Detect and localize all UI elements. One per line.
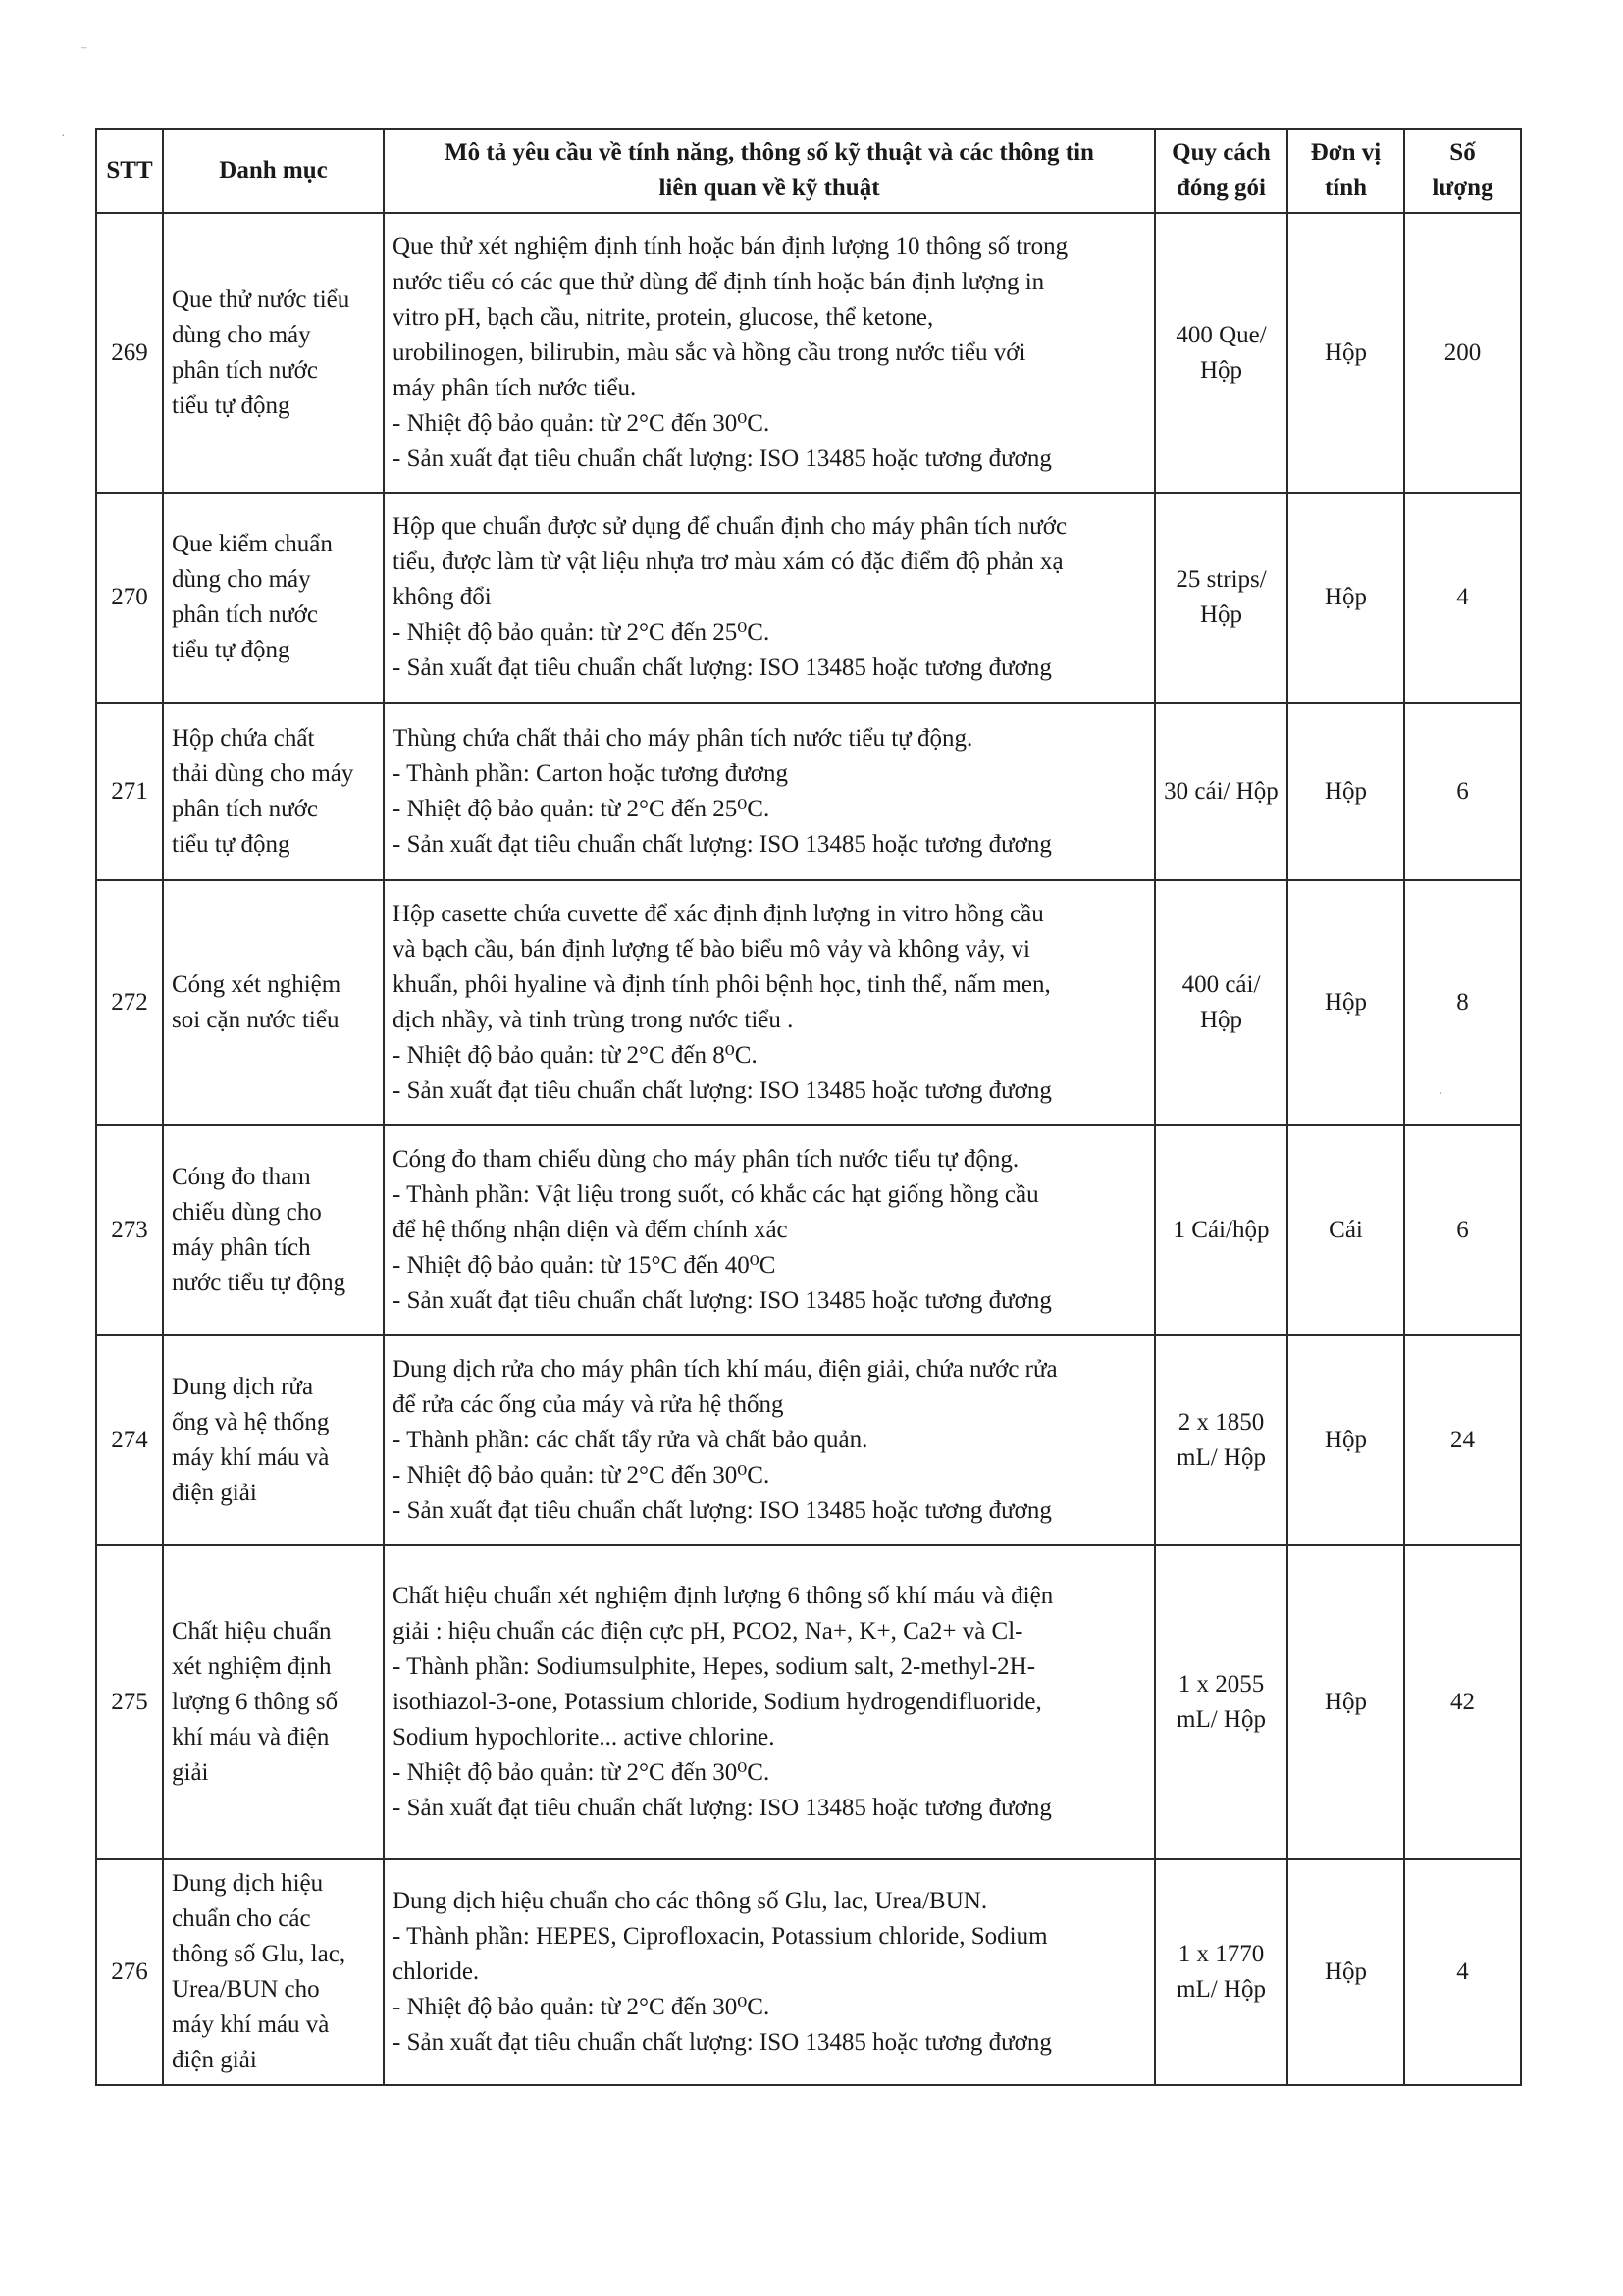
- packaging-line: 2 x 1850: [1178, 1409, 1265, 1435]
- cell-packaging: [1155, 880, 1287, 1125]
- packaging-line: 400 cái/: [1181, 971, 1261, 998]
- packaging-line: 25 strips/: [1176, 566, 1267, 593]
- packaging-line: Hộp: [1199, 1007, 1243, 1033]
- cell-stt: 271: [96, 703, 163, 880]
- description-line: để hệ thống nhận diện và đếm chính xác: [393, 1217, 788, 1243]
- description-line: - Thành phần: Carton hoặc tương đương: [393, 759, 789, 787]
- name-line: xét nghiệm định: [172, 1653, 332, 1680]
- name-line: dùng cho máy: [172, 321, 311, 348]
- description-line: - Nhiệt độ bảo quản: từ 2°C đến 25⁰C.: [393, 795, 770, 822]
- name-line: phân tích nước: [172, 601, 318, 628]
- packaging-line: mL/ Hộp: [1177, 1444, 1266, 1471]
- cell-name: [163, 1859, 384, 2085]
- name-line: giải: [172, 1759, 209, 1786]
- packaging-line: 1 Cái/hộp: [1173, 1217, 1270, 1243]
- table-header-row: [96, 129, 1521, 213]
- table-body: [96, 213, 1521, 2085]
- name-line: Hộp chứa chất: [172, 724, 315, 752]
- description-line: Sodium hypochlorite... active chlorine.: [393, 1724, 775, 1750]
- description-line: máy phân tích nước tiểu.: [393, 374, 637, 401]
- table-row: [96, 1335, 1521, 1545]
- description-line: Chất hiệu chuẩn xét nghiệm định lượng 6 thông số khí máu và điện: [393, 1583, 1054, 1609]
- name-line: phân tích nước: [172, 795, 318, 822]
- cell-stt: 276: [96, 1859, 163, 2085]
- cell-name: [163, 493, 384, 703]
- description-line: - Thành phần: Vật liệu trong suốt, có khắc các hạt giống hồng cầu: [393, 1181, 1039, 1208]
- name-line: soi cặn nước tiểu: [172, 1007, 340, 1033]
- header-desc: [384, 129, 1155, 213]
- description-line: - Sản xuất đạt tiêu chuẩn chất lượng: ISO 13485 hoặc tương đương: [393, 1795, 1052, 1821]
- name-line: lượng 6 thông số: [172, 1689, 339, 1715]
- cell-stt: 269: [96, 213, 163, 493]
- description-line: - Sản xuất đạt tiêu chuẩn chất lượng: ISO 13485 hoặc tương đương: [393, 1287, 1052, 1314]
- description-line: - Nhiệt độ bảo quản: từ 2°C đến 8⁰C.: [393, 1042, 758, 1069]
- scan-speck-table: ·: [1439, 1087, 1443, 1102]
- cell-stt: 270: [96, 493, 163, 703]
- name-line: Cóng xét nghiệm: [172, 971, 341, 998]
- description-line: - Nhiệt độ bảo quản: từ 2°C đến 30⁰C.: [393, 409, 770, 437]
- cell-stt: 272: [96, 880, 163, 1125]
- cell-stt: 274: [96, 1335, 163, 1545]
- cell-unit: Hộp: [1287, 703, 1404, 880]
- description-line: isothiazol-3-one, Potassium chloride, Sodium hydrogendifluoride,: [393, 1689, 1042, 1715]
- cell-description: [384, 1335, 1155, 1545]
- cell-unit: Hộp: [1287, 1335, 1404, 1545]
- cell-packaging: [1155, 1335, 1287, 1545]
- description-line: Thùng chứa chất thải cho máy phân tích nước tiểu tự động.: [393, 724, 973, 752]
- description-line: - Thành phần: các chất tẩy rửa và chất bảo quản.: [393, 1427, 868, 1453]
- packaging-line: Hộp: [1199, 356, 1243, 384]
- description-line: - Thành phần: Sodiumsulphite, Hepes, sodium salt, 2-methyl-2H-: [393, 1653, 1036, 1680]
- cell-unit: Hộp: [1287, 1859, 1404, 2085]
- table-row: [96, 1545, 1521, 1859]
- cell-unit: Hộp: [1287, 1545, 1404, 1859]
- cell-unit: Hộp: [1287, 880, 1404, 1125]
- cell-description: [384, 880, 1155, 1125]
- cell-description: [384, 1125, 1155, 1335]
- description-line: - Sản xuất đạt tiêu chuẩn chất lượng: ISO 13485 hoặc tương đương: [393, 2029, 1052, 2056]
- name-line: Que kiểm chuẩn: [172, 531, 333, 557]
- header-qty: [1404, 129, 1521, 213]
- description-line: - Nhiệt độ bảo quản: từ 2°C đến 30⁰C.: [393, 1994, 770, 2020]
- description-line: - Nhiệt độ bảo quản: từ 2°C đến 30⁰C.: [393, 1759, 770, 1786]
- header-pack: [1155, 129, 1287, 213]
- description-line: - Sản xuất đạt tiêu chuẩn chất lượng: ISO 13485 hoặc tương đương: [393, 1497, 1052, 1524]
- table-row: [96, 1125, 1521, 1335]
- description-line: Hộp que chuẩn được sử dụng để chuẩn định cho máy phân tích nước: [393, 513, 1068, 540]
- description-line: - Sản xuất đạt tiêu chuẩn chất lượng: ISO 13485 hoặc tương đương: [393, 1077, 1052, 1104]
- specification-table: [95, 128, 1522, 2086]
- name-line: chuẩn cho các: [172, 1905, 311, 1932]
- cell-packaging: [1155, 1545, 1287, 1859]
- header-stt: STT: [96, 129, 163, 213]
- name-line: Chất hiệu chuẩn: [172, 1618, 332, 1644]
- header-desc-line: liên quan về kỹ thuật: [658, 175, 880, 201]
- packaging-line: mL/ Hộp: [1177, 1976, 1266, 2003]
- cell-packaging: [1155, 1125, 1287, 1335]
- description-line: chloride.: [393, 1958, 480, 1985]
- name-line: phân tích nước: [172, 356, 318, 384]
- cell-quantity: 24: [1404, 1335, 1521, 1545]
- cell-packaging: [1155, 213, 1287, 493]
- header-unit-line: Đơn vị: [1310, 139, 1382, 166]
- cell-quantity: 200: [1404, 213, 1521, 493]
- cell-quantity: 4: [1404, 493, 1521, 703]
- header-unit-line: tính: [1324, 175, 1368, 201]
- packaging-line: 30 cái/ Hộp: [1164, 777, 1279, 805]
- cell-stt: 275: [96, 1545, 163, 1859]
- cell-name: [163, 213, 384, 493]
- scan-speck-top: ⁻: [80, 44, 88, 59]
- cell-name: [163, 880, 384, 1125]
- name-line: Que thử nước tiểu: [172, 286, 350, 313]
- description-line: - Sản xuất đạt tiêu chuẩn chất lượng: ISO 13485 hoặc tương đương: [393, 654, 1052, 681]
- cell-quantity: 6: [1404, 1125, 1521, 1335]
- name-line: Cóng đo tham: [172, 1164, 311, 1190]
- description-line: dịch nhầy, và tinh trùng trong nước tiểu .: [393, 1007, 794, 1033]
- header-desc-line: Mô tả yêu cầu về tính năng, thông số kỹ thuật và các thông tin: [445, 139, 1094, 166]
- description-line: Dung dịch hiệu chuẩn cho các thông số Glu, lac, Urea/BUN.: [393, 1888, 988, 1914]
- name-line: máy khí máu và: [172, 1444, 330, 1471]
- name-line: Urea/BUN cho: [172, 1976, 320, 2003]
- name-line: máy phân tích: [172, 1234, 311, 1261]
- header-name: Danh mục: [163, 129, 384, 213]
- description-line: Cóng đo tham chiếu dùng cho máy phân tích nước tiểu tự động.: [393, 1146, 1020, 1173]
- cell-quantity: 4: [1404, 1859, 1521, 2085]
- description-line: urobilinogen, bilirubin, màu sắc và hồng cầu trong nước tiểu với: [393, 339, 1026, 366]
- name-line: Dung dịch rửa: [172, 1374, 314, 1400]
- cell-description: [384, 213, 1155, 493]
- cell-packaging: [1155, 493, 1287, 703]
- header-qty-line: lượng: [1432, 175, 1493, 201]
- name-line: Dung dịch hiệu: [172, 1870, 324, 1897]
- description-line: - Thành phần: HEPES, Ciprofloxacin, Potassium chloride, Sodium: [393, 1923, 1048, 1950]
- name-line: tiểu tự động: [172, 830, 290, 858]
- cell-description: [384, 703, 1155, 880]
- description-line: vitro pH, bạch cầu, nitrite, protein, glucose, thể ketone,: [393, 303, 934, 331]
- packaging-line: mL/ Hộp: [1177, 1706, 1266, 1733]
- cell-name: [163, 1545, 384, 1859]
- cell-quantity: 6: [1404, 703, 1521, 880]
- description-line: Dung dịch rửa cho máy phân tích khí máu, điện giải, chứa nước rửa: [393, 1356, 1058, 1383]
- cell-description: [384, 1859, 1155, 2085]
- description-line: - Sản xuất đạt tiêu chuẩn chất lượng: ISO 13485 hoặc tương đương: [393, 830, 1052, 858]
- cell-quantity: 42: [1404, 1545, 1521, 1859]
- cell-description: [384, 493, 1155, 703]
- name-line: tiểu tự động: [172, 391, 290, 419]
- header-qty-line: Số: [1449, 139, 1476, 166]
- description-line: để rửa các ống của máy và rửa hệ thống: [393, 1391, 784, 1418]
- header-pack-line: Quy cách: [1172, 139, 1271, 166]
- header-unit: [1287, 129, 1404, 213]
- description-line: nước tiểu có các que thử dùng để định tính hoặc bán định lượng in: [393, 268, 1045, 295]
- name-line: tiểu tự động: [172, 637, 290, 663]
- name-line: điện giải: [172, 2047, 257, 2073]
- table-row: [96, 1859, 1521, 2085]
- cell-unit: Cái: [1287, 1125, 1404, 1335]
- scan-speck-left: ·: [61, 130, 66, 144]
- table-row: [96, 703, 1521, 880]
- name-line: nước tiểu tự động: [172, 1270, 346, 1296]
- description-line: giải : hiệu chuẩn các điện cực pH, PCO2, Na+, K+, Ca2+ và Cl-: [393, 1618, 1023, 1644]
- description-line: tiểu, được làm từ vật liệu nhựa trơ màu xám có đặc điểm độ phản xạ: [393, 548, 1064, 575]
- packaging-line: Hộp: [1199, 601, 1243, 628]
- name-line: thông số Glu, lac,: [172, 1941, 346, 1967]
- cell-name: [163, 703, 384, 880]
- description-line: - Nhiệt độ bảo quản: từ 2°C đến 25⁰C.: [393, 619, 770, 646]
- description-line: và bạch cầu, bán định lượng tế bào biểu mô vảy và không vảy, vi: [393, 936, 1030, 963]
- name-line: máy khí máu và: [172, 2011, 330, 2038]
- packaging-line: 1 x 2055: [1178, 1671, 1265, 1697]
- name-line: khí máu và điện: [172, 1724, 330, 1750]
- description-line: - Nhiệt độ bảo quản: từ 15°C đến 40⁰C: [393, 1252, 776, 1278]
- header-pack-line: đóng gói: [1176, 175, 1266, 201]
- cell-quantity: 8: [1404, 880, 1521, 1125]
- cell-unit: Hộp: [1287, 213, 1404, 493]
- table-row: [96, 493, 1521, 703]
- cell-description: [384, 1545, 1155, 1859]
- table-row: [96, 880, 1521, 1125]
- description-line: không đổi: [393, 584, 492, 610]
- description-line: - Sản xuất đạt tiêu chuẩn chất lượng: ISO 13485 hoặc tương đương: [393, 444, 1052, 472]
- description-line: - Nhiệt độ bảo quản: từ 2°C đến 30⁰C.: [393, 1462, 770, 1488]
- cell-name: [163, 1125, 384, 1335]
- packaging-line: 1 x 1770: [1178, 1941, 1265, 1967]
- name-line: chiếu dùng cho: [172, 1199, 322, 1226]
- name-line: dùng cho máy: [172, 566, 311, 593]
- cell-name: [163, 1335, 384, 1545]
- cell-stt: 273: [96, 1125, 163, 1335]
- description-line: Hộp casette chứa cuvette để xác định định lượng in vitro hồng cầu: [393, 901, 1044, 927]
- name-line: ống và hệ thống: [172, 1409, 330, 1435]
- description-line: khuẩn, phôi hyaline và định tính phôi bệnh học, tinh thể, nấm men,: [393, 971, 1051, 998]
- cell-unit: Hộp: [1287, 493, 1404, 703]
- table-row: [96, 213, 1521, 493]
- packaging-line: 400 Que/: [1176, 321, 1267, 348]
- cell-packaging: [1155, 1859, 1287, 2085]
- cell-packaging: [1155, 703, 1287, 880]
- name-line: điện giải: [172, 1480, 257, 1506]
- description-line: Que thử xét nghiệm định tính hoặc bán định lượng 10 thông số trong: [393, 233, 1069, 260]
- name-line: thải dùng cho máy: [172, 759, 354, 787]
